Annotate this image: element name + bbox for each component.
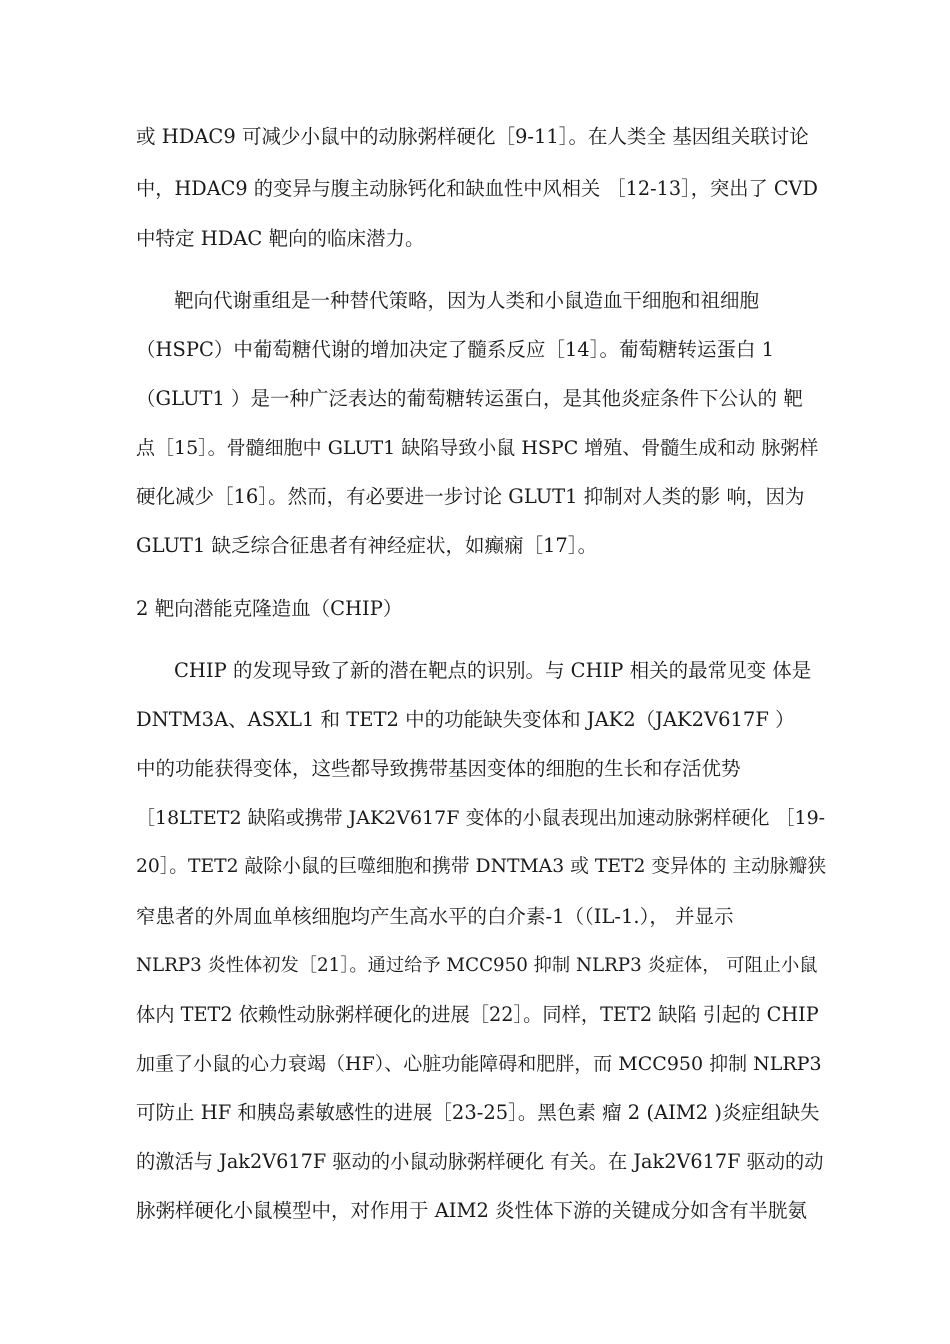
text-line: DNTM3A、ASXL1 和 TET2 中的功能缺失变体和 JAK2（JAK2V617F ） (136, 708, 795, 731)
text-line: 20］。TET2 敲除小鼠的巨噬细胞和携带 DNTMA3 或 TET2 变异体的 主动脉瓣狭 (136, 856, 827, 877)
text-line: 可防止 HF 和胰岛素敏感性的进展［23-25］。黑色素 瘤 2 (AIM2 )炎症组缺失 (136, 1101, 820, 1124)
text-line: 窄患者的外周血单核细胞均产生高水平的白介素-1（（IL-1.）， 并显示 (136, 905, 734, 928)
text-line: （HSPC）中葡萄糖代谢的增加决定了髓系反应［14］。葡萄糖转运蛋白 1 (136, 338, 775, 361)
text-line: NLRP3 炎性体初发［21］。通过给予 MCC950 抑制 NLRP3 炎症体， 可阻止小鼠 (136, 955, 818, 976)
text-line: 硬化减少［16］。然而，有必要进一步讨论 GLUT1 抑制对人类的影 响，因为 (136, 485, 805, 508)
text-line: 的激活与 Jak2V617F 驱动的小鼠动脉粥样硬化 有关。在 Jak2V617F 驱动的动 (136, 1150, 824, 1173)
text-line: 点［15］。骨髓细胞中 GLUT1 缺陷导致小鼠 HSPC 增殖、骨髓生成和动 脉粥样 (136, 437, 819, 459)
section-heading: 2 靶向潜能克隆造血（CHIP） (136, 597, 403, 620)
text-line: 体内 TET2 依赖性动脉粥样硬化的进展［22］。同样，TET2 缺陷 引起的 CHIP (136, 1003, 819, 1026)
text-line: 中，HDAC9 的变异与腹主动脉钙化和缺血性中风相关 ［12-13］，突出了 CVD (136, 177, 818, 200)
text-line: （GLUT1 ）是一种广泛表达的葡萄糖转运蛋白，是其他炎症条件下公认的 靶 (136, 387, 803, 410)
text-line: GLUT1 缺乏综合征患者有神经症状，如癫痫［17］。 (136, 534, 598, 557)
text-line: 加重了小鼠的心力衰竭（HF）、心脏功能障碍和肥胖，而 MCC950 抑制 NLRP3 (136, 1053, 822, 1075)
text-line: ［18LTET2 缺陷或携带 JAK2V617F 变体的小鼠表现出加速动脉粥样硬化 ［19- (136, 807, 826, 829)
text-line: 中的功能获得变体，这些都导致携带基因变体的细胞的生长和存活优势 (136, 757, 741, 780)
text-line: 靶向代谢重组是一种替代策略，因为人类和小鼠造血干细胞和祖细胞 (174, 289, 760, 312)
text-line: CHIP 的发现导致了新的潜在靶点的识别。与 CHIP 相关的最常见变 体是 (174, 659, 812, 682)
text-line: 脉粥样硬化小鼠模型中，对作用于 AIM2 炎性体下游的关键成分如含有半胱氨 (136, 1199, 808, 1222)
text-line: 或 HDAC9 可减少小鼠中的动脉粥样硬化［9-11］。在人类全 基因组关联讨论 (136, 125, 809, 148)
text-line: 中特定 HDAC 靶向的临床潜力。 (136, 227, 425, 250)
